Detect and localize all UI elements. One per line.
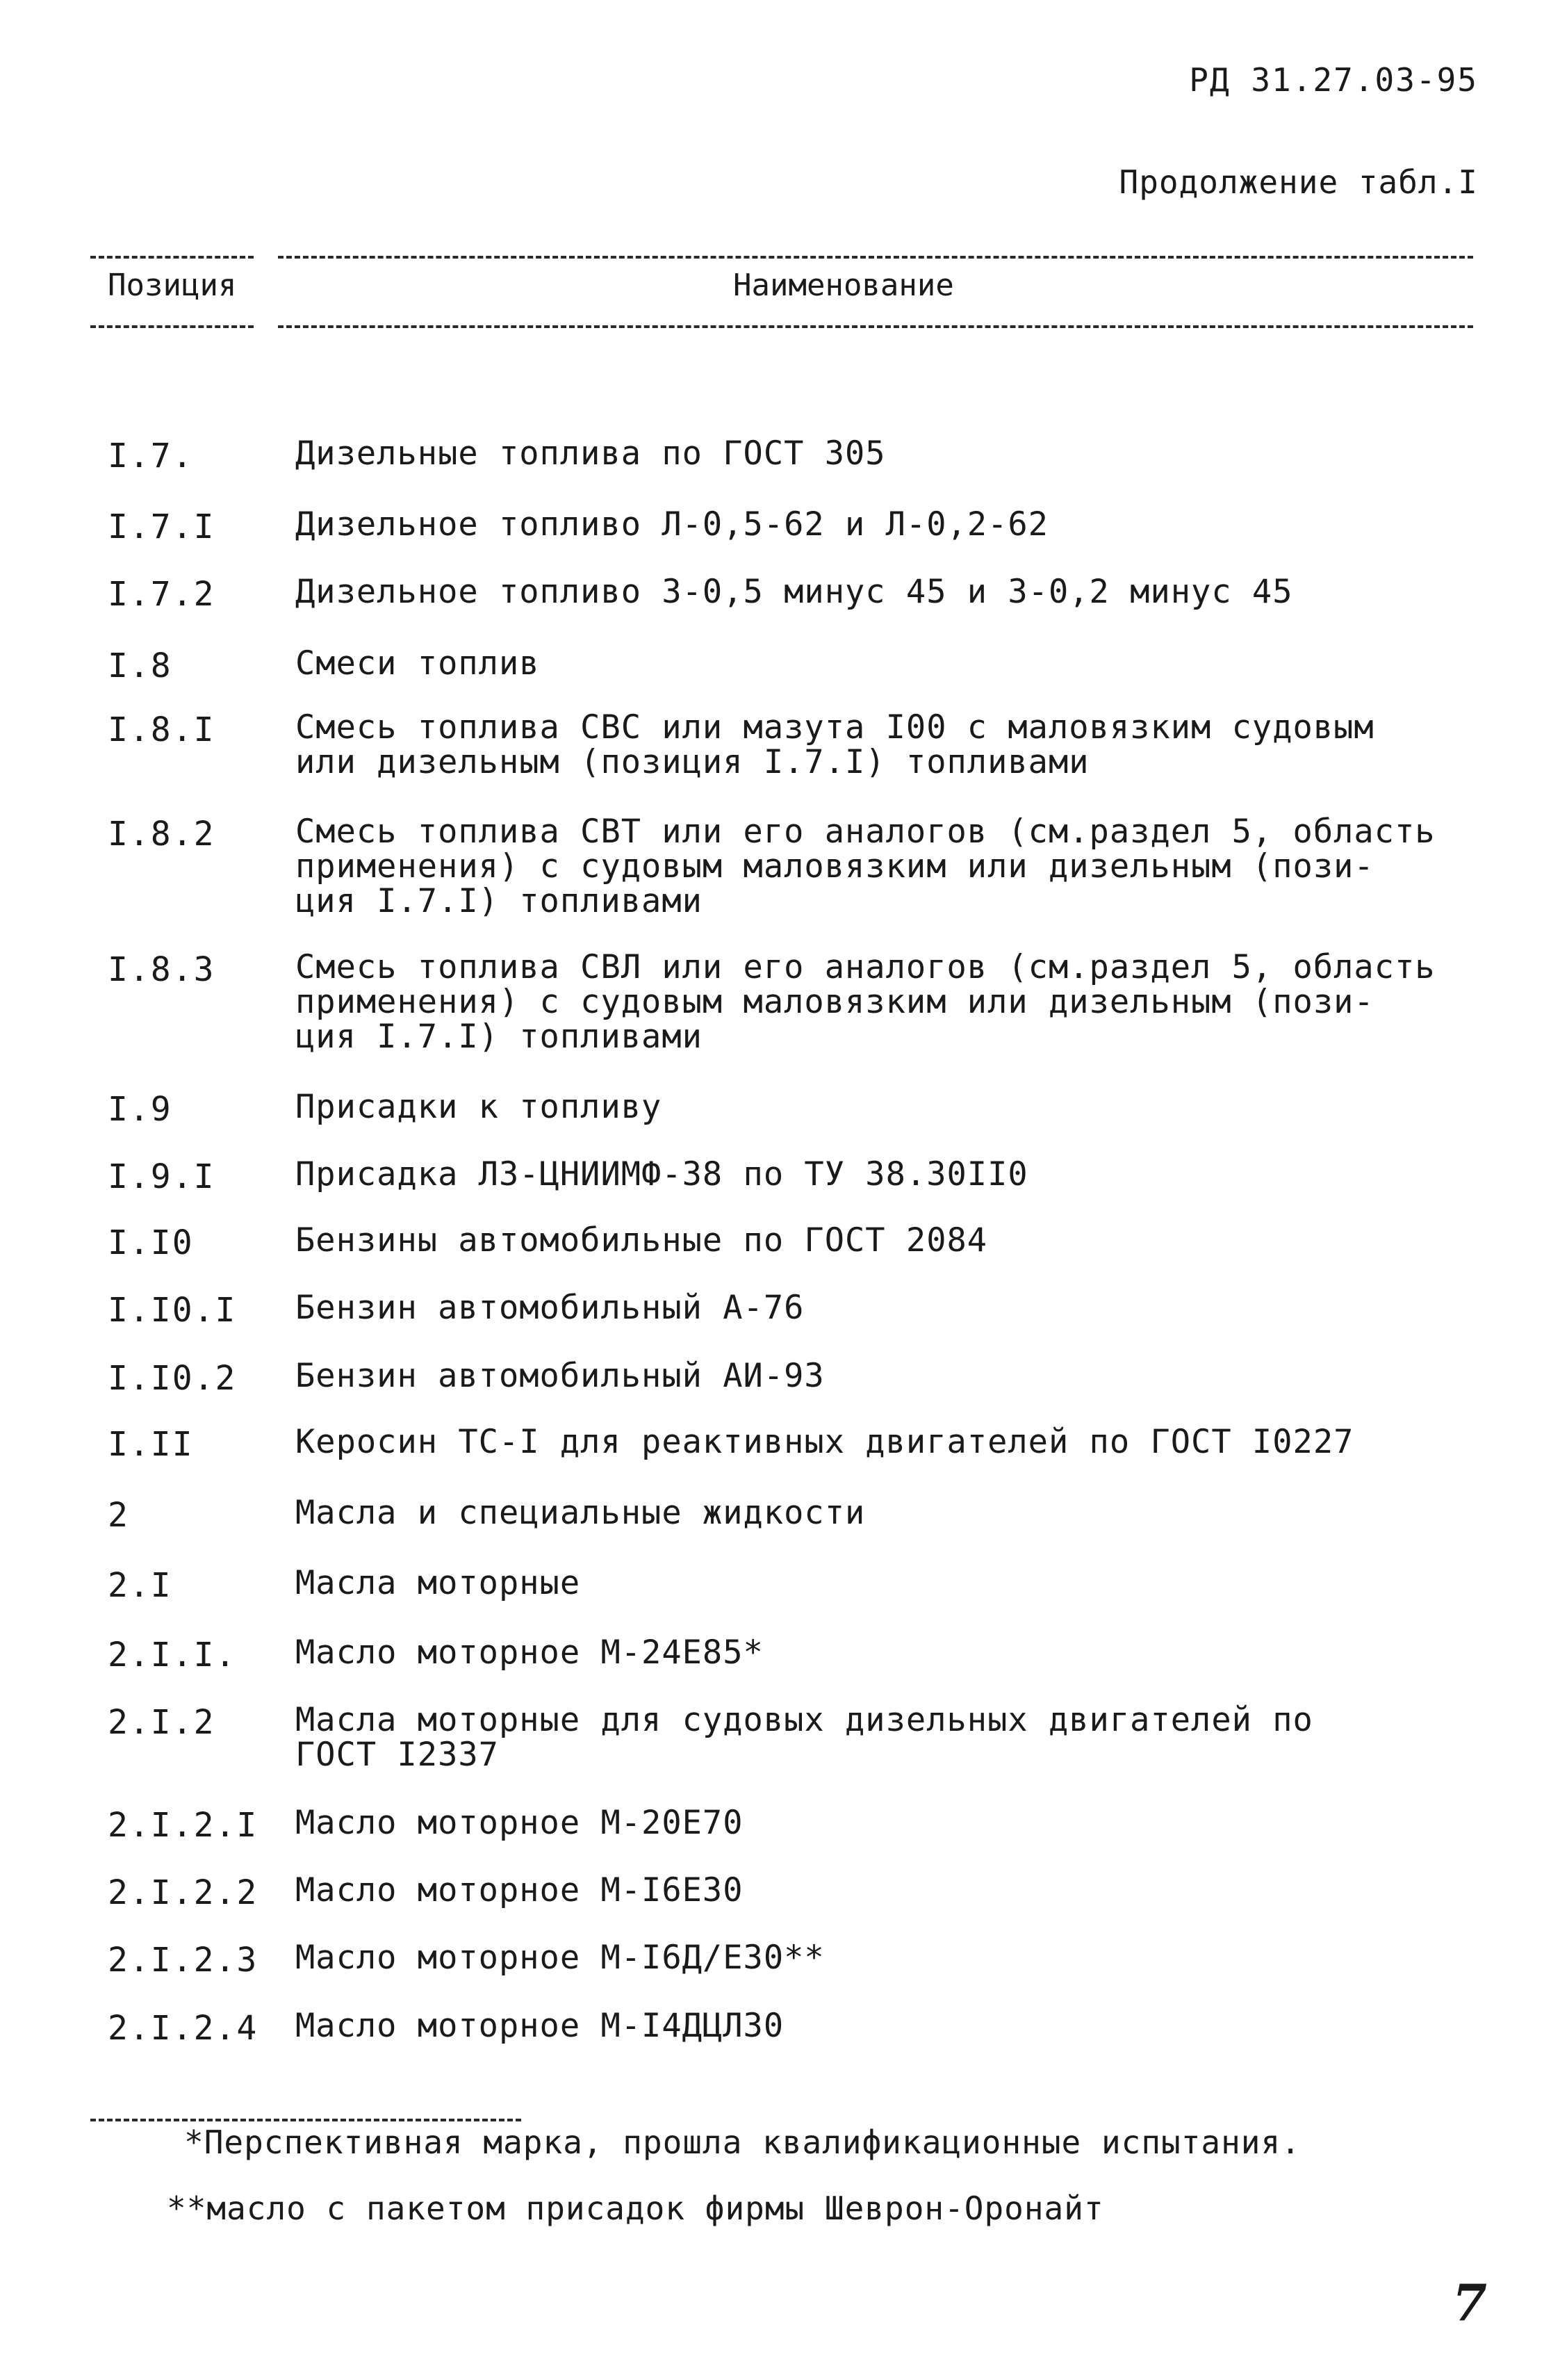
footnote-1: *Перспективная марка, прошла квалификационные испытания. xyxy=(184,2124,1301,2161)
table-continuation-label: Продолжение табл.I xyxy=(1119,163,1478,201)
row-position: I.7.2 xyxy=(108,575,215,614)
row-position: 2.I.2 xyxy=(108,1703,215,1742)
row-name: Бензин автомобильный АИ-93 xyxy=(295,1357,825,1395)
row-position: I.7.I xyxy=(108,507,215,546)
column-header-position: Позиция xyxy=(108,268,237,303)
row-name: Масла и специальные жидкости xyxy=(295,1494,866,1532)
row-position: I.9 xyxy=(108,1090,172,1129)
row-position: 2.I.2.2 xyxy=(108,1873,258,1912)
row-name: Смесь топлива СВЛ или его аналогов (см.раздел 5, область применения) с судовым маловязким или дизельным (пози- ция I.7.I) топливами xyxy=(295,948,1436,1056)
table-header-bottom-rule-left xyxy=(90,325,254,328)
row-name: Масла моторные xyxy=(295,1564,581,1602)
row-position: I.8 xyxy=(108,646,172,685)
row-position: I.9.I xyxy=(108,1157,215,1196)
footnote-separator xyxy=(90,2119,521,2121)
row-position: 2.I xyxy=(108,1566,172,1605)
row-name: Масло моторное М-20Е70 xyxy=(295,1804,744,1842)
row-position: I.I0.I xyxy=(108,1291,237,1330)
row-name: Масло моторное М-I6Е30 xyxy=(295,1871,744,1909)
row-position: I.7. xyxy=(108,437,194,475)
row-name: Смесь топлива СВТ или его аналогов (см.раздел 5, область применения) с судовым маловязким или дизельным (пози- ция I.7.I) топливами xyxy=(295,813,1436,920)
row-name: Масло моторное М-I4ДЦЛ30 xyxy=(295,2007,785,2045)
row-name: Дизельное топливо 3-0,5 минус 45 и 3-0,2 минус 45 xyxy=(295,573,1293,611)
row-position: 2.I.2.3 xyxy=(108,1941,258,1980)
row-name: Смеси топлив xyxy=(295,644,540,683)
row-name: Масла моторные для судовых дизельных двигателей по ГОСТ I2337 xyxy=(295,1701,1313,1774)
row-position: I.8.2 xyxy=(108,815,215,854)
row-name: Дизельное топливо Л-0,5-62 и Л-0,2-62 xyxy=(295,505,1049,544)
row-name: Бензин автомобильный А-76 xyxy=(295,1289,805,1327)
row-position: I.8.3 xyxy=(108,950,215,989)
row-position: 2.I.I. xyxy=(108,1636,237,1674)
row-name: Присадка ЛЗ-ЦНИИМФ-38 по ТУ 38.30II0 xyxy=(295,1155,1028,1193)
row-position: 2 xyxy=(108,1496,129,1535)
row-name: Масло моторное М-I6Д/Е30** xyxy=(295,1939,825,1977)
table-header-bottom-rule-right xyxy=(278,325,1473,328)
row-name: Керосин ТС-I для реактивных двигателей по ГОСТ I0227 xyxy=(295,1423,1354,1461)
table-header-top-rule-left xyxy=(90,256,254,259)
row-name: Смесь топлива СВС или мазута I00 с маловязким судовым или дизельным (позиция I.7.I) топливами xyxy=(295,708,1374,781)
row-name: Присадки к топливу xyxy=(295,1088,662,1126)
row-name: Масло моторное М-24Е85* xyxy=(295,1633,764,1672)
row-position: 2.I.2.I xyxy=(108,1806,258,1845)
row-position: I.II xyxy=(108,1425,194,1464)
footnote-2: **масло с пакетом присадок фирмы Шеврон-Оронайт xyxy=(167,2190,1104,2227)
row-name: Бензины автомобильные по ГОСТ 2084 xyxy=(295,1221,988,1260)
document-code: РД 31.27.03-95 xyxy=(1189,61,1478,99)
table-header-top-rule-right xyxy=(278,256,1473,259)
row-position: I.I0.2 xyxy=(108,1359,237,1398)
row-position: I.I0 xyxy=(108,1223,194,1262)
row-name: Дизельные топлива по ГОСТ 305 xyxy=(295,434,886,473)
row-position: I.8.I xyxy=(108,710,215,749)
column-header-name: Наименование xyxy=(733,268,954,303)
page-number: 7 xyxy=(1452,2273,1487,2332)
row-position: 2.I.2.4 xyxy=(108,2009,258,2048)
